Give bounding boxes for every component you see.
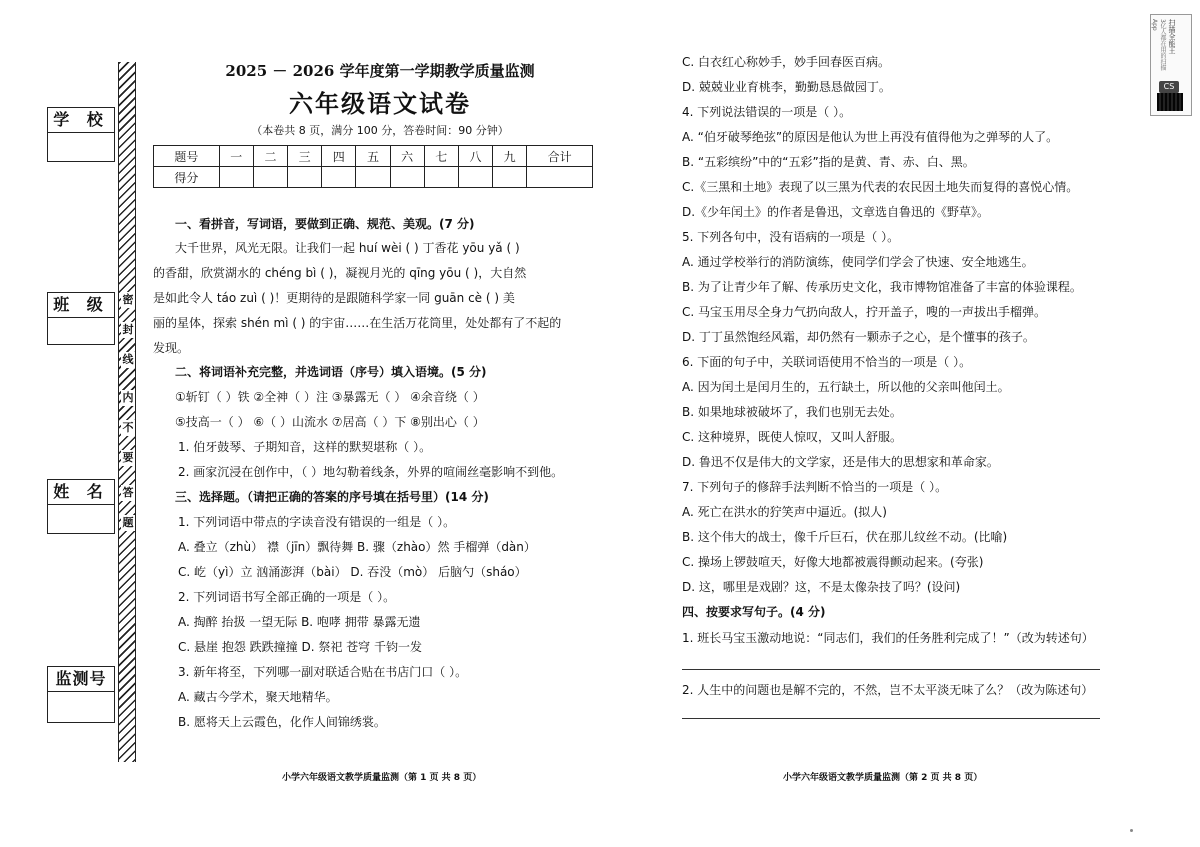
option-line: A. 掏醉 抬扱 一望无际 B. 咆哮 拥带 暴露无遗	[178, 615, 421, 629]
option-line: A. 叠立（zhù） 襟（jīn）飘待舞 B. 骤（zhào）然 手榴弹（dàn）	[178, 540, 536, 554]
option-line: A. 通过学校举行的消防演练，使同学们学会了快速、安全地逃生。	[682, 255, 1034, 269]
option-line: A. 藏古今学术，聚天地精华。	[178, 690, 338, 704]
score-blank[interactable]	[288, 167, 322, 188]
class-label: 班 级	[48, 293, 114, 318]
score-table-score-row	[154, 167, 593, 188]
section-heading: 一、看拼音，写词语，要做到正确、规范、美观。(7 分)	[175, 217, 475, 231]
scan-speck	[1130, 829, 1133, 832]
passage-line: 丽的星体，探索 shén mì ( ) 的宇宙……在生活万花筒里，处处都有了不起的	[153, 316, 562, 330]
exam-note: （本卷共 8 页，满分 100 分，答卷时间：90 分钟）	[251, 124, 509, 137]
section-heading: 二、将词语补充完整，并选词语（序号）填入语境。(5 分)	[175, 365, 487, 379]
option-line: A. “伯牙破琴绝弦”的原因是他认为世上再没有值得他为之弹琴的人了。	[682, 130, 1059, 144]
question-line: 1. 班长马宝玉激动地说：“同志们，我们的任务胜利完成了！”（改为转述句）	[682, 631, 1094, 645]
passage-line: 的香甜，欣赏湖水的 chéng bì ( )，凝视月光的 qīng yōu ( )，大自然	[153, 266, 527, 280]
score-cell: 七	[424, 146, 458, 167]
option-line: C.《三黑和土地》表现了以三黑为代表的农民因土地失而复得的喜悦心情。	[682, 180, 1079, 194]
score-cell: 合计	[527, 146, 593, 167]
binding-strip	[118, 62, 136, 762]
score-blank[interactable]	[253, 167, 287, 188]
scanner-label: 扫描全能王	[1168, 19, 1176, 54]
question-line: ⑤技高一（ ） ⑥（ ）山流水 ⑦居高（ ）下 ⑧别出心（ ）	[175, 415, 485, 429]
seal-char: 题	[122, 516, 134, 529]
option-line: C. 马宝玉用尽全身力气扔向敌人，拧开盖子，嗖的一声拔出手榴弹。	[682, 305, 1047, 319]
option-line: A. 死亡在洪水的狞笑声中逼近。(拟人)	[682, 505, 887, 519]
question-line: 2. 画家沉浸在创作中，（ ）地勾勒着线条，外界的喧闹丝毫影响不到他。	[178, 465, 564, 479]
scanner-sub: 3亿人都在用的扫描App	[1151, 19, 1166, 71]
question-line: ①斩钉（ ）铁 ②全神（ ）注 ③暴露无（ ） ④余音绕（ ）	[175, 390, 485, 404]
exam-title: 六年级语文试卷	[289, 89, 471, 118]
exam-session-title: 2025 － 2026 学年度第一学期教学质量监测	[225, 62, 535, 80]
question-line: 7. 下列句子的修辞手法判断不恰当的一项是（ ）。	[682, 480, 948, 494]
school-label: 学 校	[48, 108, 114, 133]
score-table	[153, 145, 593, 188]
scanner-logo-icon: CS	[1159, 81, 1179, 93]
question-line: 6. 下面的句子中，关联词语使用不恰当的一项是（ ）。	[682, 355, 972, 369]
option-line: D. 丁丁虽然饱经风霜，却仍然有一颗赤子之心，是个懂事的孩子。	[682, 330, 1035, 344]
answer-line[interactable]	[682, 669, 1100, 670]
option-line: B. 这个伟大的战士，像千斤巨石，伏在那儿纹丝不动。(比喻)	[682, 530, 1008, 544]
option-line: D. 这，哪里是戏剧？这，不是太像杂技了吗？(设问)	[682, 580, 961, 594]
option-line: B. “五彩缤纷”中的“五彩”指的是黄、青、赤、白、黑。	[682, 155, 975, 169]
passage-line: 是如此令人 táo zuì ( )！更期待的是跟随科学家一同 guān cè ( ) 美	[153, 291, 515, 305]
answer-line[interactable]	[682, 718, 1100, 719]
option-line: C. 悬崖 抱怨 跌跌撞撞 D. 祭祀 苍穹 千钧一发	[178, 640, 422, 654]
class-blank	[48, 318, 114, 344]
class-field	[47, 292, 115, 345]
score-cell: 三	[288, 146, 322, 167]
name-blank	[48, 505, 114, 533]
question-line: 1. 伯牙鼓琴、子期知音，这样的默契堪称（ ）。	[178, 440, 432, 454]
option-line: D. 兢兢业业育桃李，勤勤恳恳做园丁。	[682, 80, 891, 94]
score-table-header-row	[154, 146, 593, 167]
question-line: 3. 新年将至，下列哪一副对联适合贴在书店门口（ ）。	[178, 665, 468, 679]
page-footer: 小学六年级语文教学质量监测（第 2 页 共 8 页）	[783, 773, 983, 783]
score-blank[interactable]	[458, 167, 492, 188]
option-line: C. 操场上锣鼓喧天，好像大地都被震得颤动起来。(夸张)	[682, 555, 984, 569]
score-cell: 五	[356, 146, 390, 167]
school-field	[47, 107, 115, 162]
score-cell: 九	[493, 146, 527, 167]
option-line: C. 这种境界，既使人惊叹，又叫人舒服。	[682, 430, 903, 444]
score-cell: 得分	[154, 167, 220, 188]
score-cell: 题号	[154, 146, 220, 167]
question-line: 2. 人生中的问题也是解不完的，不然，岂不太平淡无味了么？（改为陈述句）	[682, 683, 1094, 697]
option-line: B. 愿将天上云霞色，化作人间锦绣裳。	[178, 715, 386, 729]
option-line: C. 白衣红心称妙手，妙手回春医百病。	[682, 55, 891, 69]
exam-number-field	[47, 666, 115, 723]
score-blank[interactable]	[356, 167, 390, 188]
option-line: C. 屹（yì）立 汹涌澎湃（bài） D. 吞没（mò） 后脑勺（sháo）	[178, 565, 527, 579]
passage-line: 发现。	[153, 341, 190, 355]
page-footer: 小学六年级语文教学质量监测（第 1 页 共 8 页）	[282, 773, 482, 783]
option-line: B. 为了让青少年了解、传承历史文化，我市博物馆准备了丰富的体验课程。	[682, 280, 1082, 294]
score-cell: 六	[390, 146, 424, 167]
score-cell: 四	[322, 146, 356, 167]
question-line: 5. 下列各句中，没有语病的一项是（ ）。	[682, 230, 900, 244]
section-heading: 四、按要求写句子。(4 分)	[682, 605, 826, 619]
exam-number-blank	[48, 692, 114, 722]
passage-line: 大千世界，风光无限。让我们一起 huí wèi ( ) 丁香花 yōu yǎ ( )	[175, 241, 520, 255]
scanner-watermark	[1150, 14, 1192, 116]
seal-char: 答	[122, 486, 134, 499]
seal-char: 内	[122, 391, 134, 404]
option-line: A. 因为闰土是闰月生的，五行缺土，所以他的父亲叫他闰土。	[682, 380, 1010, 394]
question-line: 1. 下列词语中带点的字读音没有错误的一组是（ ）。	[178, 515, 456, 529]
school-blank	[48, 133, 114, 161]
score-blank[interactable]	[219, 167, 253, 188]
seal-char: 不	[122, 421, 134, 434]
name-field	[47, 479, 115, 534]
seal-char: 密	[122, 293, 134, 306]
option-line: D. 鲁迅不仅是伟大的文学家，还是伟大的思想家和革命家。	[682, 455, 999, 469]
score-cell: 一	[219, 146, 253, 167]
score-cell: 二	[253, 146, 287, 167]
score-blank[interactable]	[322, 167, 356, 188]
score-blank[interactable]	[424, 167, 458, 188]
seal-char: 封	[122, 323, 134, 336]
option-line: B. 如果地球被破坏了，我们也别无去处。	[682, 405, 902, 419]
seal-char: 要	[122, 451, 134, 464]
option-line: D.《少年闰土》的作者是鲁迅，文章选自鲁迅的《野草》。	[682, 205, 990, 219]
score-blank[interactable]	[493, 167, 527, 188]
question-line: 2. 下列词语书写全部正确的一项是（ ）。	[178, 590, 396, 604]
qr-code-icon	[1157, 93, 1183, 111]
seal-char: 线	[122, 353, 134, 366]
question-line: 4. 下列说法错误的一项是（ ）。	[682, 105, 852, 119]
exam-number-label: 监测号	[48, 667, 114, 692]
score-cell: 八	[458, 146, 492, 167]
section-heading: 三、选择题。（请把正确的答案的序号填在括号里）(14 分)	[175, 490, 489, 504]
score-blank[interactable]	[527, 167, 593, 188]
score-blank[interactable]	[390, 167, 424, 188]
name-label: 姓 名	[48, 480, 114, 505]
